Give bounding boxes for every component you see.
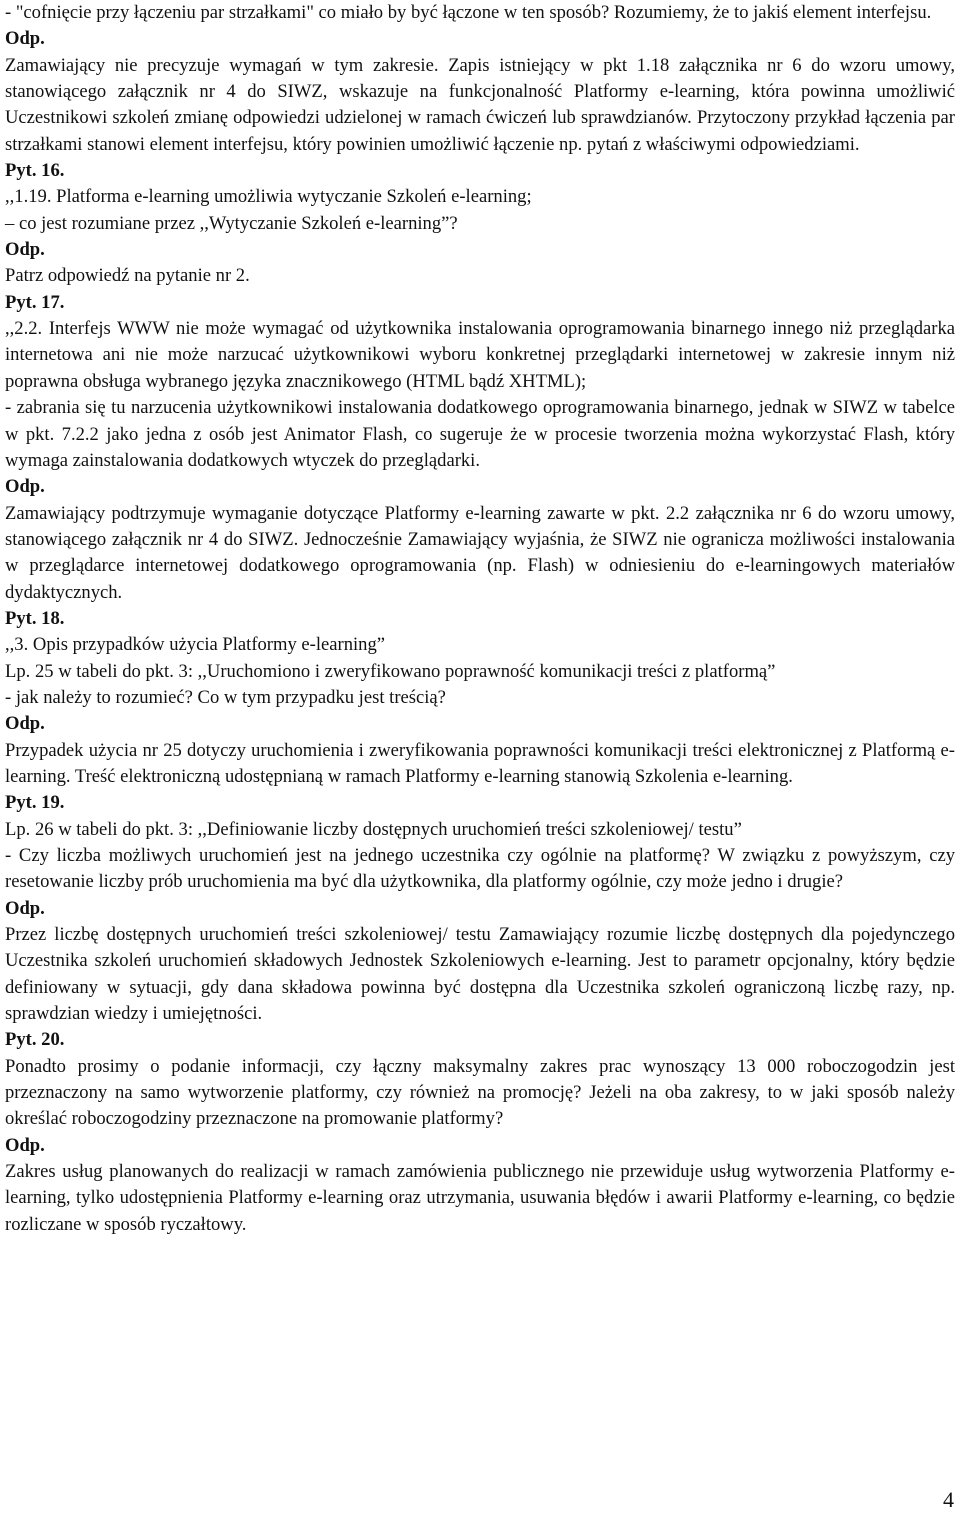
question-continuation: - "cofnięcie przy łączeniu par strzałkami" co miało by być łączone w ten sposób? Rozumiemy, że to jakiś element interfejsu. bbox=[5, 2, 932, 23]
answer-label: Odp. bbox=[5, 1134, 45, 1156]
answer-label: Odp. bbox=[5, 476, 45, 498]
question-text: - jak należy to rozumieć? Co w tym przypadku jest treścią? bbox=[5, 686, 446, 708]
question-text: Ponadto prosimy o podanie informacji, czy łączny maksymalny zakres prac wynoszący 13 000 roboczogodzin jest przeznaczony na samo wytworzenie platformy, czy również na promocję? Jeżeli na oba zakresy, to w jaki sposób należy określać roboczogodziny przeznaczone na promowanie platformy? bbox=[5, 1055, 955, 1130]
question-quote: ,,3. Opis przypadków użycia Platformy e-learning” bbox=[5, 634, 386, 656]
answer-label: Odp. bbox=[5, 713, 45, 735]
question-label-16: Pyt. 16. bbox=[5, 160, 65, 182]
answer-label: Odp. bbox=[5, 28, 45, 50]
question-quote: ,,1.19. Platforma e-learning umożliwia wytyczanie Szkoleń e-learning; bbox=[5, 186, 532, 208]
question-text: - zabrania się tu narzucenia użytkownikowi instalowania dodatkowego oprogramowania binarnego, jednak w SIWZ w tabelce w pkt. 7.2.2 jako jedna z osób jest Animator Flash, co sugeruje że w procesie tworzenia można wykorzystać Flash, który wymaga zainstalowania dodatkowych wtyczek do przeglądarki. bbox=[5, 397, 955, 471]
question-text: – co jest rozumiane przez ,,Wytyczanie Szkoleń e-learning”? bbox=[5, 212, 458, 234]
question-text: - Czy liczba możliwych uruchomień jest na jednego uczestnika czy ogólnie na platformę? W związku z powyższym, czy resetowanie liczby prób uruchomienia ma być dla użytkownika, dla platformy ogólnie, czy może jedno i drugie? bbox=[5, 845, 955, 893]
answer-text: Zakres usług planowanych do realizacji w ramach zamówienia publicznego nie przewiduje usług wytworzenia Platformy e-learning, tylko udostępnienia Platformy e-learning oraz utrzymania, usuwania błędów i awarii Platformy e-learning, co będzie rozliczane w sposób ryczałtowy. bbox=[5, 1161, 955, 1235]
document-page bbox=[5, 0, 955, 1238]
answer-label: Odp. bbox=[5, 897, 45, 919]
question-label-19: Pyt. 19. bbox=[5, 792, 65, 814]
question-label-17: Pyt. 17. bbox=[5, 291, 65, 313]
answer-text: Przypadek użycia nr 25 dotyczy uruchomienia i zweryfikowania poprawności komunikacji treści elektronicznej z Platformą e-learning. Treść elektroniczną udostępnianą w ramach Platformy e-learning stanowią Szkolenia e-learning. bbox=[5, 739, 955, 787]
question-label-20: Pyt. 20. bbox=[5, 1029, 65, 1051]
answer-text: Patrz odpowiedź na pytanie nr 2. bbox=[5, 265, 250, 287]
answer-text: Przez liczbę dostępnych uruchomień treści szkoleniowej/ testu Zamawiający rozumie liczbę dostępnych dla pojedynczego Uczestnika szkoleń uruchomień składowych Jednostek Szkoleniowych e-learning. Jest to parametr opcjonalny, który będzie definiowany w sytuacji, gdy dana składowa powinna być dostępna dla Uczestnika szkoleń ograniczoną liczbę razy, np. sprawdzian wiedzy i umiejętności. bbox=[5, 924, 955, 1025]
question-quote: Lp. 25 w tabeli do pkt. 3: ,,Uruchomiono i zweryfikowano poprawność komunikacji treści z platformą” bbox=[5, 660, 776, 682]
answer-text: Zamawiający podtrzymuje wymaganie dotyczące Platformy e-learning zawarte w pkt. 2.2 załącznika nr 6 do wzoru umowy, stanowiącego załącznik nr 4 do SIWZ. Jednocześnie Zamawiający wyjaśnia, że SIWZ nie ogranicza możliwości instalowania w przeglądarce internetowej dodatkowego oprogramowania (np. Flash) w odniesieniu do e-learningowych materiałów dydaktycznych. bbox=[5, 502, 955, 603]
question-quote: ,,2.2. Interfejs WWW nie może wymagać od użytkownika instalowania oprogramowania binarnego innego niż przeglądarka internetowa ani nie może narzucać użytkownikowi wyboru konkretnej przeglądarki internetowej w zakresie innym niż poprawna obsługa wybranego języka znacznikowego (HTML bądź XHTML); bbox=[5, 318, 955, 392]
question-label-18: Pyt. 18. bbox=[5, 607, 65, 629]
page-number: 4 bbox=[943, 1487, 954, 1512]
question-quote: Lp. 26 w tabeli do pkt. 3: ,,Definiowanie liczby dostępnych uruchomień treści szkoleniowej/ testu” bbox=[5, 818, 742, 840]
answer-text: Zamawiający nie precyzuje wymagań w tym zakresie. Zapis istniejący w pkt 1.18 załącznika nr 6 do wzoru umowy, stanowiącego załącznik nr 4 do SIWZ, wskazuje na funkcjonalność Platformy e-learning, która powinna umożliwić Uczestnikowi szkoleń zmianę odpowiedzi udzielonej w ramach ćwiczeń lub sprawdzianów. Przytoczony przykład łączenia par strzałkami stanowi element interfejsu, który powinien umożliwić łączenie np. pytań z właściwymi odpowiedziami. bbox=[5, 54, 955, 155]
answer-label: Odp. bbox=[5, 239, 45, 261]
